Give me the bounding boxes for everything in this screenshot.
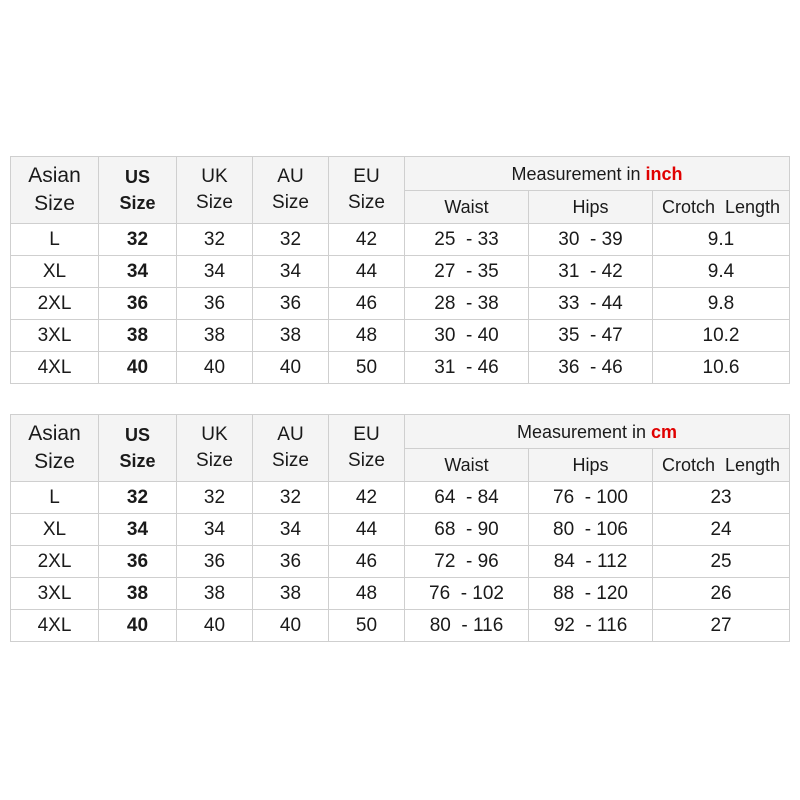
- measurement-unit: inch: [645, 163, 683, 184]
- au-size-cell: 32: [253, 482, 329, 514]
- table-row: [11, 320, 790, 352]
- uk-size-cell: 38: [177, 578, 253, 610]
- hips-cell: 92 - 116: [529, 610, 653, 642]
- hips-cell: 33 - 44: [529, 288, 653, 320]
- measurement-header: Measurement in cm: [405, 415, 790, 449]
- eu-size-header: EU Size: [329, 157, 405, 224]
- eu-size-cell: 46: [329, 546, 405, 578]
- hips-cell: 31 - 42: [529, 256, 653, 288]
- table-row: [11, 546, 790, 578]
- crotch-length-cell: 25: [653, 546, 790, 578]
- us-size-cell: 32: [99, 224, 177, 256]
- asian-size-cell: L: [11, 482, 99, 514]
- asian-size-cell: 3XL: [11, 578, 99, 610]
- measurement-header: Measurement in inch: [405, 157, 790, 191]
- asian-size-cell: XL: [11, 256, 99, 288]
- uk-size-cell: 36: [177, 288, 253, 320]
- crotch-length-cell: 23: [653, 482, 790, 514]
- eu-size-cell: 44: [329, 514, 405, 546]
- us-size-cell: 34: [99, 256, 177, 288]
- us-size-cell: 38: [99, 320, 177, 352]
- asian-size-cell: 4XL: [11, 352, 99, 384]
- uk-size-header: UK Size: [177, 157, 253, 224]
- au-size-header: AU Size: [253, 415, 329, 482]
- crotch-length-cell: 9.8: [653, 288, 790, 320]
- waist-cell: 64 - 84: [405, 482, 529, 514]
- us-size-cell: 36: [99, 288, 177, 320]
- crotch-length-header: Crotch Length: [653, 449, 790, 482]
- uk-size-cell: 40: [177, 352, 253, 384]
- crotch-length-cell: 10.6: [653, 352, 790, 384]
- asian-size-cell: 2XL: [11, 288, 99, 320]
- au-size-cell: 38: [253, 320, 329, 352]
- asian-size-header: Asian Size: [11, 157, 99, 224]
- waist-cell: 31 - 46: [405, 352, 529, 384]
- us-size-cell: 34: [99, 514, 177, 546]
- waist-cell: 76 - 102: [405, 578, 529, 610]
- waist-header: Waist: [405, 449, 529, 482]
- waist-cell: 68 - 90: [405, 514, 529, 546]
- us-size-cell: 40: [99, 610, 177, 642]
- uk-size-cell: 40: [177, 610, 253, 642]
- uk-size-cell: 34: [177, 514, 253, 546]
- hips-cell: 80 - 106: [529, 514, 653, 546]
- hips-cell: 36 - 46: [529, 352, 653, 384]
- au-size-cell: 34: [253, 514, 329, 546]
- table-row: [11, 578, 790, 610]
- eu-size-header: EU Size: [329, 415, 405, 482]
- hips-cell: 35 - 47: [529, 320, 653, 352]
- eu-size-cell: 42: [329, 482, 405, 514]
- eu-size-cell: 48: [329, 320, 405, 352]
- waist-cell: 25 - 33: [405, 224, 529, 256]
- crotch-length-cell: 24: [653, 514, 790, 546]
- asian-size-cell: L: [11, 224, 99, 256]
- waist-cell: 27 - 35: [405, 256, 529, 288]
- au-size-cell: 36: [253, 288, 329, 320]
- us-size-cell: 32: [99, 482, 177, 514]
- eu-size-cell: 50: [329, 352, 405, 384]
- eu-size-cell: 50: [329, 610, 405, 642]
- uk-size-header: UK Size: [177, 415, 253, 482]
- table-row: [11, 256, 790, 288]
- waist-cell: 80 - 116: [405, 610, 529, 642]
- au-size-cell: 32: [253, 224, 329, 256]
- size-chart-cm: [10, 414, 790, 642]
- crotch-length-cell: 26: [653, 578, 790, 610]
- waist-cell: 72 - 96: [405, 546, 529, 578]
- uk-size-cell: 34: [177, 256, 253, 288]
- hips-cell: 30 - 39: [529, 224, 653, 256]
- table-row: [11, 482, 790, 514]
- table-row: [11, 610, 790, 642]
- eu-size-cell: 44: [329, 256, 405, 288]
- au-size-cell: 36: [253, 546, 329, 578]
- crotch-length-cell: 9.4: [653, 256, 790, 288]
- au-size-cell: 40: [253, 610, 329, 642]
- size-chart-inch: [10, 156, 790, 384]
- crotch-length-header: Crotch Length: [653, 191, 790, 224]
- uk-size-cell: 36: [177, 546, 253, 578]
- us-size-header: US Size: [99, 415, 177, 482]
- table-row: [11, 224, 790, 256]
- header-row: [11, 157, 790, 191]
- au-size-cell: 38: [253, 578, 329, 610]
- hips-header: Hips: [529, 449, 653, 482]
- table-row: [11, 352, 790, 384]
- eu-size-cell: 42: [329, 224, 405, 256]
- us-size-cell: 38: [99, 578, 177, 610]
- eu-size-cell: 46: [329, 288, 405, 320]
- uk-size-cell: 32: [177, 482, 253, 514]
- uk-size-cell: 32: [177, 224, 253, 256]
- hips-cell: 76 - 100: [529, 482, 653, 514]
- au-size-cell: 40: [253, 352, 329, 384]
- hips-cell: 88 - 120: [529, 578, 653, 610]
- au-size-header: AU Size: [253, 157, 329, 224]
- us-size-cell: 40: [99, 352, 177, 384]
- asian-size-cell: XL: [11, 514, 99, 546]
- asian-size-cell: 3XL: [11, 320, 99, 352]
- waist-cell: 30 - 40: [405, 320, 529, 352]
- waist-cell: 28 - 38: [405, 288, 529, 320]
- crotch-length-cell: 9.1: [653, 224, 790, 256]
- table-row: [11, 514, 790, 546]
- us-size-cell: 36: [99, 546, 177, 578]
- crotch-length-cell: 27: [653, 610, 790, 642]
- hips-cell: 84 - 112: [529, 546, 653, 578]
- header-row: [11, 415, 790, 449]
- crotch-length-cell: 10.2: [653, 320, 790, 352]
- waist-header: Waist: [405, 191, 529, 224]
- asian-size-cell: 2XL: [11, 546, 99, 578]
- measurement-unit: cm: [651, 421, 678, 442]
- eu-size-cell: 48: [329, 578, 405, 610]
- table-row: [11, 288, 790, 320]
- us-size-header: US Size: [99, 157, 177, 224]
- au-size-cell: 34: [253, 256, 329, 288]
- asian-size-header: Asian Size: [11, 415, 99, 482]
- hips-header: Hips: [529, 191, 653, 224]
- uk-size-cell: 38: [177, 320, 253, 352]
- asian-size-cell: 4XL: [11, 610, 99, 642]
